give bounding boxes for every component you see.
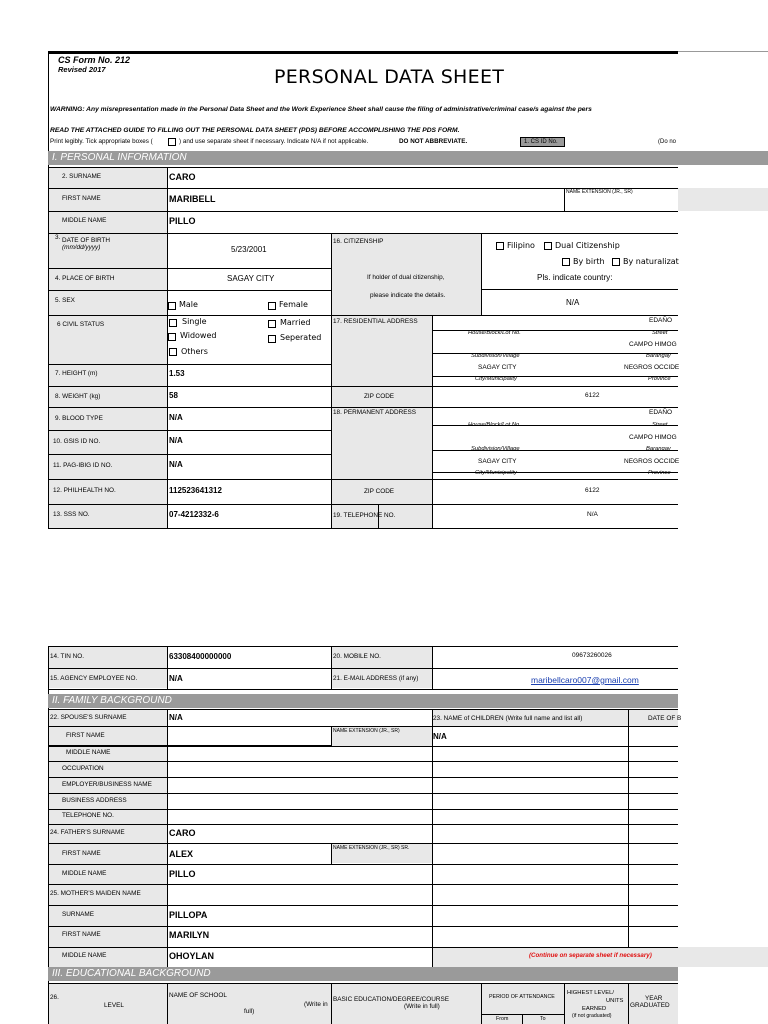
section-educational-background: III. EDUCATIONAL BACKGROUND — [48, 967, 678, 981]
dual-citizenship-label: Dual Citizenship — [555, 241, 620, 250]
dob-value[interactable]: 5/23/2001 — [231, 245, 267, 254]
form-revised: Revised 2017 — [58, 65, 106, 74]
spouse-telephone-label: TELEPHONE NO. — [62, 812, 114, 819]
gsis-label: 10. GSIS ID NO. — [53, 438, 101, 445]
single-label: Single — [182, 317, 207, 326]
edu-to-header: To — [540, 1016, 546, 1022]
mother-surname-label: SURNAME — [62, 911, 94, 918]
philhealth-label: 12. PHILHEALTH NO. — [53, 487, 116, 494]
male-label: Male — [179, 300, 198, 309]
warning-text: WARNING: Any misrepresentation made in the Personal Data Sheet and the Work Experience Sheet shall cause the filing of administrative/criminal case/s against the pers — [50, 106, 592, 113]
first-name-label: FIRST NAME — [62, 195, 101, 202]
edu-highest-header-4: (if not graduated) — [572, 1013, 612, 1019]
perm-barangay-label: Barangay — [646, 446, 671, 452]
residential-address-label: 17. RESIDENTIAL ADDRESS — [333, 318, 418, 325]
indicate-country-label: Pls. indicate country: — [537, 273, 613, 282]
perm-province-label: Province — [648, 470, 671, 476]
sss-value[interactable]: 07-4212332-6 — [169, 510, 219, 519]
name-extension-label: NAME EXTENSION (JR., SR) — [566, 189, 633, 195]
res-province-value[interactable]: NEGROS OCCIDE — [624, 364, 680, 371]
spouse-middle-name-label: MIDDLE NAME — [66, 749, 111, 756]
edu-year-header-2: GRADUATED — [630, 1002, 670, 1009]
civil-status-label: 6 CIVIL STATUS — [57, 321, 105, 328]
female-label: Female — [279, 300, 308, 309]
tick-box-sample — [168, 138, 176, 146]
dob-num: 3. — [55, 234, 61, 241]
email-value[interactable]: maribellcaro007@gmail.com — [531, 675, 639, 685]
mother-middle-name-value[interactable]: OHOYLAN — [169, 951, 214, 961]
spouse-business-address-label: BUSINESS ADDRESS — [62, 797, 127, 804]
middle-name-label: MIDDLE NAME — [62, 217, 107, 224]
spouse-first-name-label: FIRST NAME — [66, 732, 105, 739]
top-border — [48, 51, 678, 54]
first-name-value[interactable]: MARIBELL — [169, 194, 216, 204]
res-street-value[interactable]: EDAÑO — [649, 317, 673, 324]
father-first-name-value[interactable]: ALEX — [169, 849, 194, 859]
perm-street-value[interactable]: EDAÑO — [649, 409, 673, 416]
married-checkbox[interactable] — [268, 320, 276, 328]
children-header-label: 23. NAME of CHILDREN (Write full name and list all) — [433, 715, 583, 722]
section-personal-info: I. PERSONAL INFORMATION — [48, 151, 768, 165]
by-birth-label: By birth — [573, 257, 605, 266]
blood-type-label: 9. BLOOD TYPE — [55, 415, 103, 422]
edu-num: 26. — [50, 994, 59, 1001]
telephone-value[interactable]: N/A — [587, 511, 598, 518]
spouse-surname-label: 22. SPOUSE'S SURNAME — [50, 714, 127, 721]
mother-middle-name-label: MIDDLE NAME — [62, 952, 107, 959]
cs-id-note: (Do no — [658, 139, 677, 145]
mother-first-name-value[interactable]: MARILYN — [169, 930, 210, 940]
perm-street-label: Street — [652, 422, 668, 428]
spouse-name-ext-label: NAME EXTENSION (JR., SR) — [333, 728, 400, 734]
single-checkbox[interactable] — [169, 319, 177, 327]
telephone-label: 19. TELEPHONE NO. — [333, 512, 396, 519]
widowed-checkbox[interactable] — [168, 333, 176, 341]
by-naturalization-label: By naturalizat — [623, 257, 679, 266]
dual-note-2: please indicate the details. — [370, 292, 446, 299]
others-checkbox[interactable] — [169, 348, 177, 356]
edu-from-header: From — [496, 1016, 509, 1022]
filipino-checkbox[interactable] — [496, 242, 504, 250]
res-house-label: House/Block/Lot No. — [468, 330, 521, 336]
cs-id-label: 1. CS ID No. — [524, 139, 558, 145]
father-surname-label: 24. FATHER'S SURNAME — [50, 829, 125, 836]
separated-checkbox[interactable] — [268, 335, 276, 343]
spouse-employer-label: EMPLOYER/BUSINESS NAME — [62, 781, 152, 788]
res-city-value[interactable]: SAGAY CITY — [478, 364, 517, 371]
by-birth-checkbox[interactable] — [562, 258, 570, 266]
top-border-tail — [678, 51, 768, 52]
dob-label: DATE OF BIRTH — [62, 237, 111, 244]
read-guide-text: READ THE ATTACHED GUIDE TO FILLING OUT THE PERSONAL DATA SHEET (PDS) BEFORE ACCOMPLISHING THE PDS FORM. — [50, 127, 460, 134]
separated-label: Seperated — [280, 333, 322, 342]
tin-value[interactable]: 63308400000000 — [169, 652, 232, 661]
filipino-label: Filipino — [507, 241, 535, 250]
dual-note-1: If holder of dual citizenship, — [367, 274, 445, 281]
edu-course-header-2: (Write in full) — [404, 1003, 440, 1010]
height-label: 7. HEIGHT (m) — [55, 370, 98, 377]
perm-subdivision-label: Subdivision/Village — [471, 446, 520, 452]
family-label-shade — [49, 709, 167, 967]
edu-school-header-2: (Write in — [304, 1001, 328, 1008]
res-barangay-value[interactable]: CAMPO HIMOG — [629, 341, 677, 348]
res-barangay-label: Barangay — [646, 353, 671, 359]
res-subdivision-label: Subdivision/Village — [471, 353, 520, 359]
email-label: 21. E-MAIL ADDRESS (if any) — [333, 675, 419, 682]
perm-barangay-value[interactable]: CAMPO HIMOG — [629, 434, 677, 441]
edu-year-header-1: YEAR — [645, 995, 663, 1002]
form-number: CS Form No. 212 — [58, 55, 131, 65]
edu-school-header-3: full) — [244, 1008, 255, 1015]
res-city-label: City/Municipality — [475, 376, 517, 382]
father-middle-name-value[interactable]: PILLO — [169, 869, 196, 879]
agency-employee-label: 15. AGENCY EMPLOYEE NO. — [50, 675, 138, 682]
res-zip-value[interactable]: 6122 — [585, 392, 600, 399]
place-of-birth-value[interactable]: SAGAY CITY — [227, 274, 275, 283]
mobile-value[interactable]: 09673260026 — [572, 652, 612, 659]
do-not-abbreviate: DO NOT ABBREVIATE. — [399, 138, 468, 145]
female-checkbox[interactable] — [268, 302, 276, 310]
surname-label: 2. SURNAME — [62, 173, 102, 180]
page-title: PERSONAL DATA SHEET — [274, 66, 505, 88]
surname-value[interactable]: CARO — [169, 172, 196, 182]
mother-first-name-label: FIRST NAME — [62, 931, 101, 938]
perm-zip-label: ZIP CODE — [364, 488, 395, 495]
pagibig-label: 11. PAG-IBIG ID NO. — [53, 462, 113, 469]
spouse-surname-value[interactable]: N/A — [169, 713, 183, 722]
dual-citizenship-checkbox[interactable] — [544, 242, 552, 250]
edu-level-header: LEVEL — [104, 1002, 124, 1009]
continue-note: (Continue on separate sheet if necessary) — [529, 952, 652, 959]
permanent-address-label: 18. PERMANENT ADDRESS — [333, 409, 416, 416]
sss-label: 13. SSS NO. — [53, 511, 90, 518]
others-label: Others — [181, 347, 208, 356]
mother-surname-value[interactable]: PILLOPA — [169, 910, 208, 920]
res-province-label: Province — [648, 376, 671, 382]
res-street-label: Street — [652, 330, 668, 336]
citizenship-label: 16. CITIZENSHIP — [333, 238, 384, 245]
children-dob-header: DATE OF B — [648, 715, 682, 722]
children-value[interactable]: N/A — [433, 732, 447, 741]
dob-format: (mm/dd/yyyy) — [62, 244, 101, 251]
section-family-background: II. FAMILY BACKGROUND — [48, 694, 678, 708]
father-surname-value[interactable]: CARO — [169, 828, 196, 838]
philhealth-value[interactable]: 112523641312 — [169, 486, 222, 495]
print-legibly-text: Print legibly. Tick appropriate boxes ( — [50, 138, 153, 145]
edu-highest-header-2: UNITS — [606, 998, 624, 1004]
perm-city-value[interactable]: SAGAY CITY — [478, 458, 517, 465]
weight-value[interactable]: 58 — [169, 391, 178, 400]
father-middle-name-label: MIDDLE NAME — [62, 870, 107, 877]
male-checkbox[interactable] — [168, 302, 176, 310]
tin-label: 14. TIN NO. — [50, 653, 84, 660]
married-label: Married — [280, 318, 311, 327]
edu-highest-header-3: EARNED — [582, 1006, 607, 1012]
height-value[interactable]: 1.53 — [169, 369, 185, 378]
sex-label: 5. SEX — [55, 297, 75, 304]
perm-house-label: House/Block/Lot No. — [468, 422, 521, 428]
weight-label: 8. WEIGHT (kg) — [55, 393, 101, 400]
gsis-value[interactable]: N/A — [169, 436, 183, 445]
place-of-birth-label: 4. PLACE OF BIRTH — [55, 275, 115, 282]
mobile-label: 20. MOBILE NO. — [333, 653, 381, 660]
mother-maiden-name-label: 25. MOTHER'S MAIDEN NAME — [50, 890, 141, 897]
edu-course-header: BASIC EDUCATION/DEGREE/COURSE — [333, 996, 449, 1003]
edu-school-header: NAME OF SCHOOL — [169, 992, 227, 999]
perm-city-label: City/Municipality — [475, 470, 517, 476]
widowed-label: Widowed — [180, 331, 217, 340]
print-legibly-text-2: ) and use separate sheet if necessary. Indicate N/A if not applicable. — [179, 138, 369, 145]
pagibig-value[interactable]: N/A — [169, 460, 183, 469]
father-name-ext-label: NAME EXTENSION (JR., SR) SR. — [333, 845, 410, 851]
spouse-occupation-label: OCCUPATION — [62, 765, 104, 772]
blood-type-value[interactable]: N/A — [169, 413, 183, 422]
father-first-name-label: FIRST NAME — [62, 850, 101, 857]
agency-employee-value[interactable]: N/A — [169, 674, 183, 683]
middle-name-value[interactable]: PILLO — [169, 216, 196, 226]
res-zip-label: ZIP CODE — [364, 393, 395, 400]
edu-period-header: PERIOD OF ATTENDANCE — [489, 994, 555, 1000]
by-naturalization-checkbox[interactable] — [612, 258, 620, 266]
edu-highest-header-1: HIGHEST LEVEL/ — [567, 990, 614, 996]
perm-zip-value[interactable]: 6122 — [585, 487, 600, 494]
perm-province-value[interactable]: NEGROS OCCIDE — [624, 458, 680, 465]
country-value[interactable]: N/A — [566, 298, 580, 307]
name-ext-shade — [678, 188, 768, 211]
